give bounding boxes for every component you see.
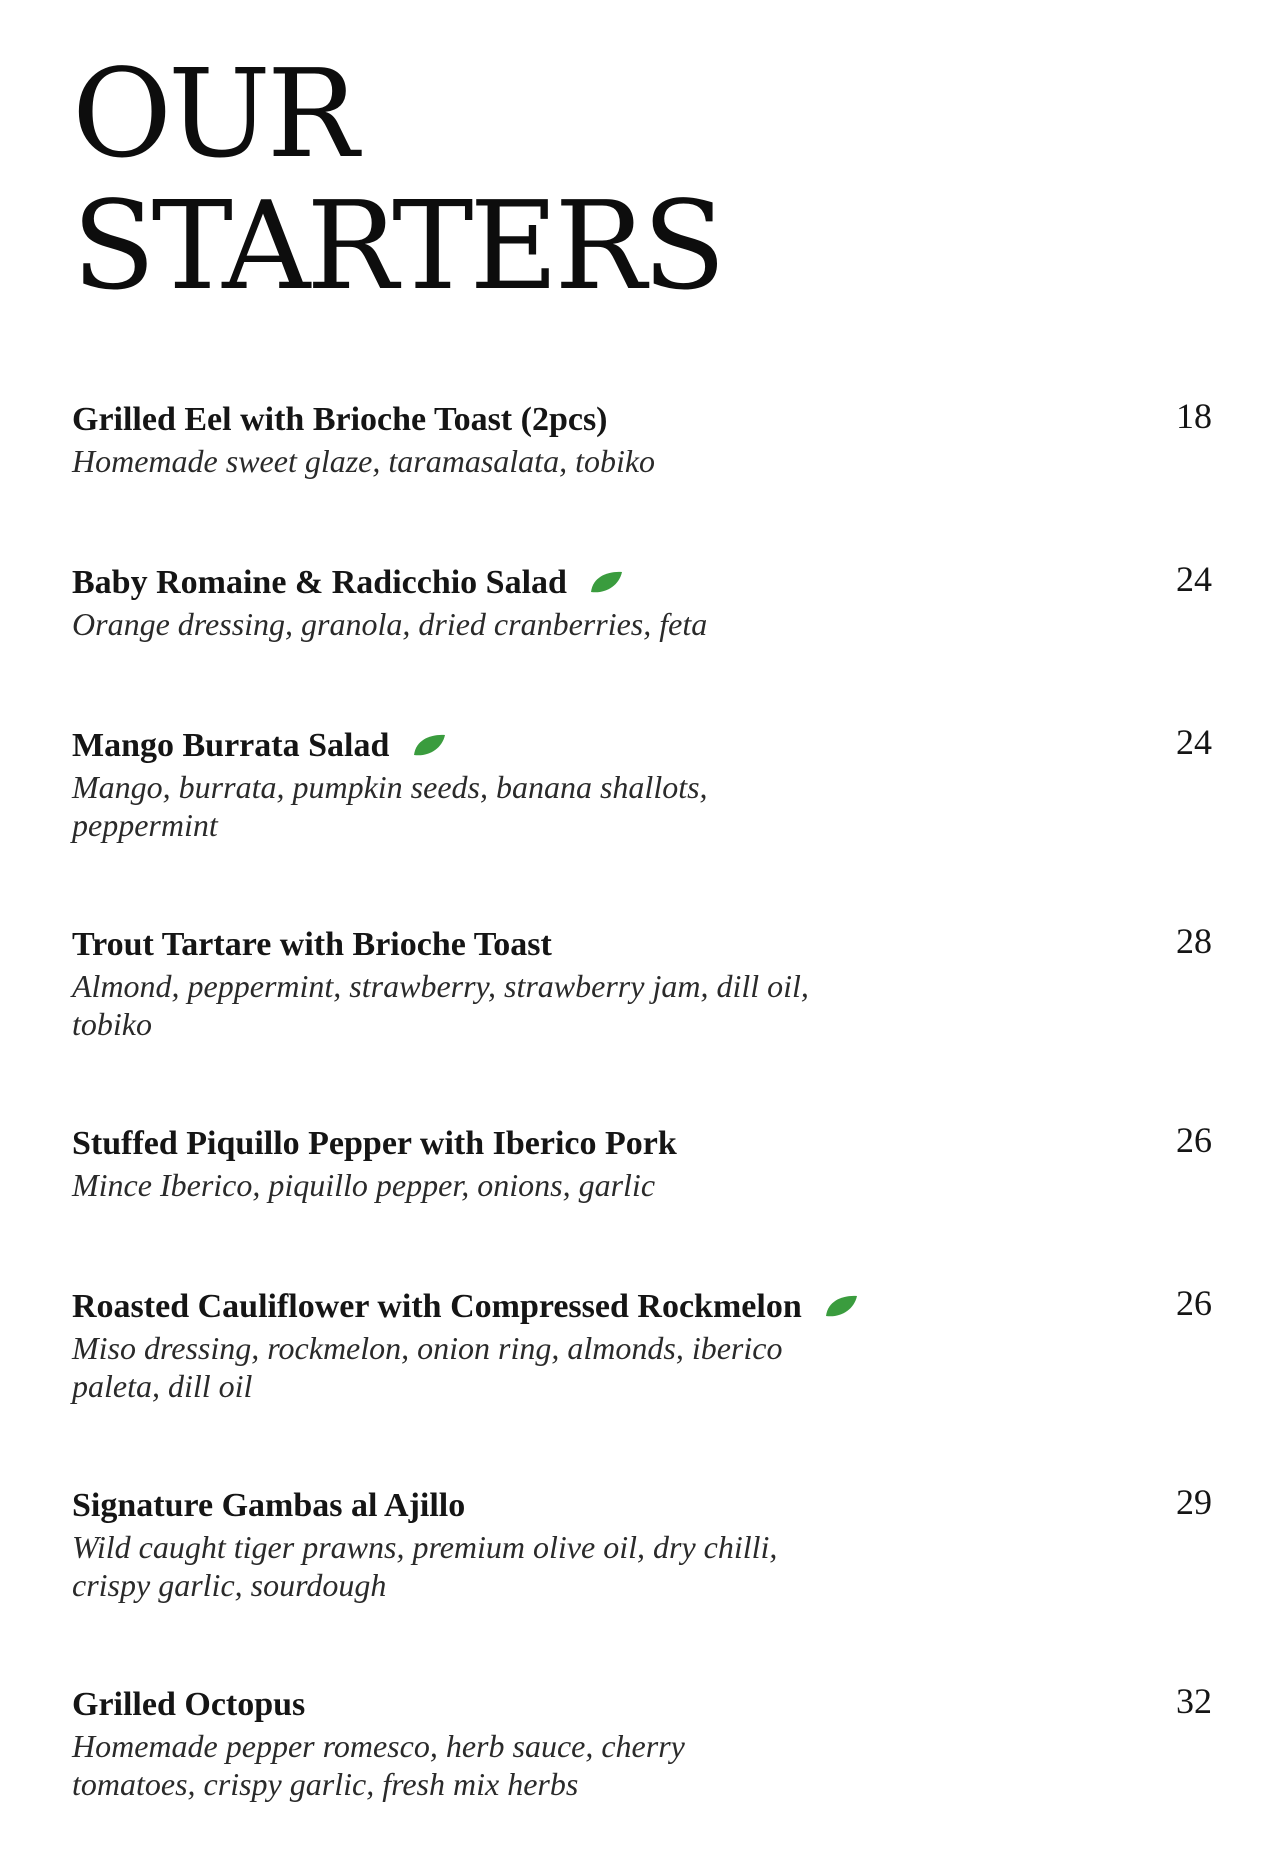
menu-item-description: Orange dressing, granola, dried cranberries, feta — [72, 606, 708, 642]
menu-item-name: Roasted Cauliflower with Compressed Rockmelon — [72, 1288, 802, 1325]
menu-item-name: Grilled Octopus — [72, 1686, 306, 1723]
menu-item-price: 29 — [1176, 1482, 1212, 1522]
menu-item-description: Miso dressing, rockmelon, onion ring, almonds, iberico paleta, dill oil — [72, 1330, 783, 1404]
menu-item-price: 24 — [1176, 722, 1212, 762]
menu-item-name: Stuffed Piquillo Pepper with Iberico Pork — [72, 1125, 677, 1162]
menu-item-description: Mango, burrata, pumpkin seeds, banana shallots, peppermint — [72, 769, 708, 843]
menu-item-name: Grilled Eel with Brioche Toast (2pcs) — [72, 401, 608, 438]
menu-item-name: Mango Burrata Salad — [72, 727, 390, 764]
menu-item-price: 32 — [1176, 1681, 1212, 1721]
menu-item-name: Baby Romaine & Radicchio Salad — [72, 564, 567, 601]
menu-item-price: 28 — [1176, 921, 1212, 961]
page-title-line-1: OUR — [72, 43, 355, 185]
menu-item-description: Homemade pepper romesco, herb sauce, cherry tomatoes, crispy garlic, fresh mix herbs — [72, 1728, 685, 1802]
leaf-icon — [824, 1294, 858, 1318]
menu-item-price: 26 — [1176, 1283, 1212, 1323]
menu-item-price: 24 — [1176, 559, 1212, 599]
menu-item-description: Wild caught tiger prawns, premium olive oil, dry chilli, crispy garlic, sourdough — [72, 1529, 778, 1603]
menu-item — [72, 1482, 1212, 1604]
menu-item-description: Almond, peppermint, strawberry, strawberry jam, dill oil, tobiko — [72, 968, 809, 1042]
page-title — [72, 43, 722, 317]
menu-item — [72, 921, 1212, 1043]
menu-item-price: 26 — [1176, 1120, 1212, 1160]
menu-item — [72, 396, 1212, 480]
menu-item-description: Mince Iberico, piquillo pepper, onions, garlic — [72, 1167, 656, 1203]
menu-item — [72, 1681, 1212, 1803]
menu-item — [72, 1283, 1212, 1405]
menu-item-name: Signature Gambas al Ajillo — [72, 1487, 466, 1524]
menu-item-price: 18 — [1176, 396, 1212, 436]
leaf-icon — [412, 733, 446, 757]
leaf-icon — [589, 570, 623, 594]
menu-item — [72, 559, 1212, 643]
menu-item — [72, 722, 1212, 844]
menu-item — [72, 1120, 1212, 1204]
menu-item-description: Homemade sweet glaze, taramasalata, tobiko — [72, 443, 656, 479]
menu-item-name: Trout Tartare with Brioche Toast — [72, 926, 552, 963]
page-title-line-2: STARTERS — [72, 175, 722, 317]
